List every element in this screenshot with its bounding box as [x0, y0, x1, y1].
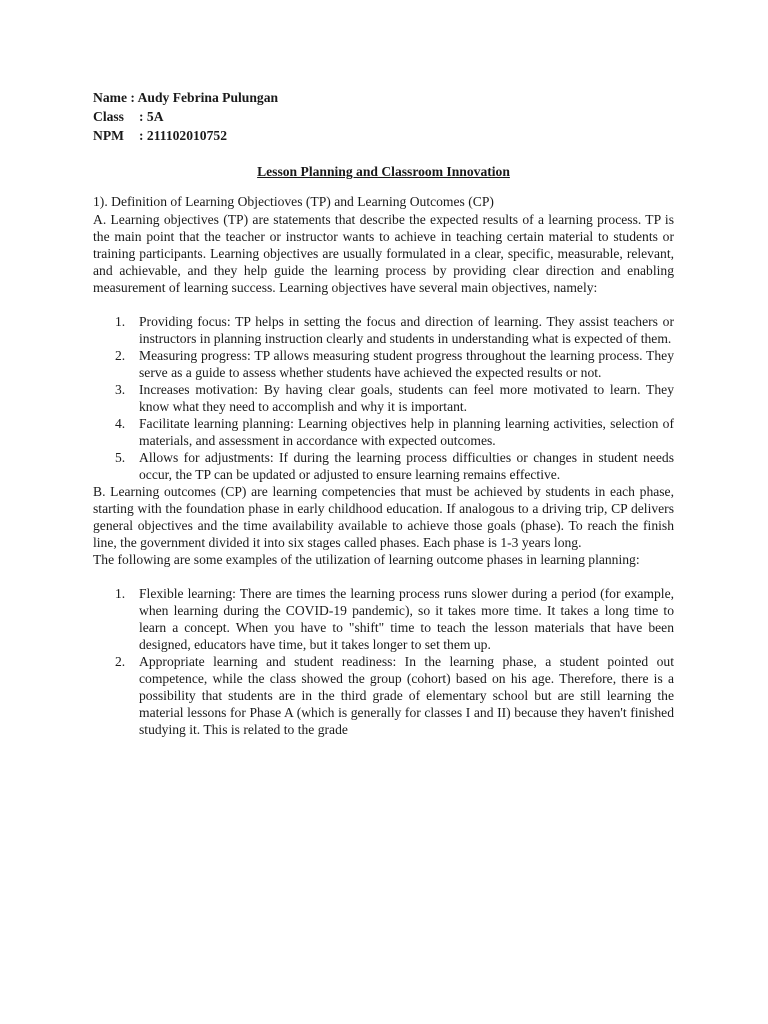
list-text: Appropriate learning and student readiness: In the learning phase, a student pointed out competence, while the class showed the group (cohort) based on his age. Therefore, there is a possibility that students are in the third grade of elementary school but are still learning the material lessons for Phase A (which is generally for classes I and II) because they haven't finished studying it. This is related to the grade — [139, 654, 674, 737]
name-value: Audy Febrina Pulungan — [137, 90, 279, 105]
list-number: 3. — [115, 382, 126, 397]
list-item — [115, 313, 674, 347]
objectives-list — [93, 313, 674, 483]
outcomes-list — [93, 585, 674, 738]
list-text: Allows for adjustments: If during the learning process difficulties or changes in student needs occur, the TP can be updated or adjusted to ensure learning remains effective. — [139, 450, 674, 482]
list-text: Flexible learning: There are times the learning process runs slower during a period (for example, when learning during the COVID-19 pandemic), so it takes more time. It takes a long time to learn a concept. When you have to "shift" time to teach the lesson materials that have been designed, educators have time, but it takes longer to set them up. — [139, 586, 674, 652]
class-value: : 5A — [139, 109, 164, 124]
npm-label: NPM — [93, 128, 124, 143]
list-item — [115, 347, 674, 381]
npm-value: : 211102010752 — [139, 128, 227, 143]
section-heading: 1). Definition of Learning Objectioves (TP) and Learning Outcomes (CP) — [93, 194, 494, 209]
list-text: Measuring progress: TP allows measuring student progress throughout the learning process. They serve as a guide to assess whether students have achieved the expected results or not. — [139, 348, 674, 380]
list-text: Increases motivation: By having clear goals, students can feel more motivated to learn. They know what they need to accomplish and why it is important. — [139, 382, 674, 414]
list-number: 5. — [115, 450, 126, 465]
document-page — [93, 88, 674, 738]
name-label: Name : — [93, 90, 135, 105]
list-number: 4. — [115, 416, 126, 431]
list-item — [115, 449, 674, 483]
class-row — [93, 107, 674, 126]
list-text: Providing focus: TP helps in setting the focus and direction of learning. They assist teachers or instructors in planning instruction clearly and students in understanding what is expected of them. — [139, 314, 674, 346]
paragraph-b: B. Learning outcomes (CP) are learning competencies that must be achieved by students in each phase, starting with the foundation phase in early childhood education. If analogous to a driving trip, CP delivers general objectives and the time availability available to achieve those goals (phase). To reach the finish line, the government divided it into six stages called phases. Each phase is 1-3 years long. — [93, 484, 674, 550]
class-label: Class — [93, 109, 124, 124]
name-row — [93, 88, 674, 107]
list-number: 1. — [115, 314, 126, 329]
list-item — [115, 653, 674, 738]
list-number: 2. — [115, 348, 126, 363]
list-number: 2. — [115, 654, 126, 669]
npm-row — [93, 126, 674, 145]
document-title: Lesson Planning and Classroom Innovation — [257, 164, 510, 179]
list-item — [115, 415, 674, 449]
list-text: Facilitate learning planning: Learning objectives help in planning learning activities, selection of materials, and assessment in accordance with expected outcomes. — [139, 416, 674, 448]
list-number: 1. — [115, 586, 126, 601]
paragraph-c: The following are some examples of the utilization of learning outcome phases in learning planning: — [93, 552, 640, 567]
paragraph-a: A. Learning objectives (TP) are statements that describe the expected results of a learning process. TP is the main point that the teacher or instructor wants to achieve in teaching certain material to students or training participants. Learning objectives are usually formulated in a clear, specific, measurable, relevant, and achievable, and they help guide the learning process by providing clear direction and enabling measurement of learning success. Learning objectives have several main objectives, namely: — [93, 212, 674, 295]
list-item — [115, 381, 674, 415]
list-item — [115, 585, 674, 653]
